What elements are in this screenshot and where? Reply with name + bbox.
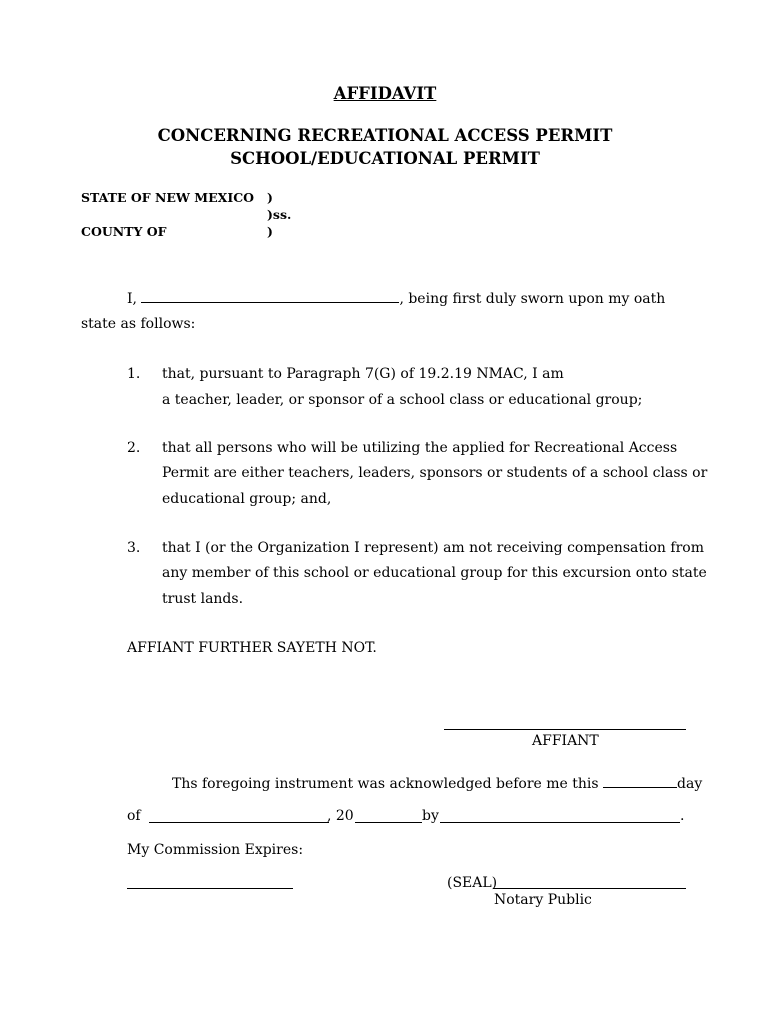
item-number: 3.: [127, 540, 141, 556]
affiant-name-field[interactable]: [141, 290, 399, 303]
item-line: educational group; and,: [162, 491, 332, 507]
state-label: STATE OF NEW MEXICO: [81, 190, 255, 205]
seal-label: (SEAL): [447, 875, 498, 891]
ack-month-field[interactable]: [149, 822, 329, 823]
commission-expiry-field[interactable]: [127, 888, 293, 889]
ack-day-field[interactable]: [603, 775, 677, 788]
item-line: a teacher, leader, or sponsor of a school class or educational group;: [162, 392, 643, 408]
intro-continuation: state as follows:: [81, 316, 196, 332]
document-title: AFFIDAVIT: [333, 84, 437, 103]
ack-text: Ths foregoing instrument was acknowledged before me this: [172, 776, 599, 792]
document-subtitle-line-2: SCHOOL/EDUCATIONAL PERMIT: [230, 149, 540, 168]
item-line: trust lands.: [162, 591, 244, 607]
affiant-label: AFFIANT: [532, 733, 599, 749]
item-line: any member of this school or educational group for this excursion onto state: [162, 565, 707, 581]
ack-by-field[interactable]: [440, 822, 680, 823]
venue-paren-2: ): [267, 224, 273, 239]
item-line: that, pursuant to Paragraph 7(G) of 19.2.19 NMAC, I am: [162, 366, 564, 382]
ack-year-label: , 20: [327, 808, 354, 824]
ack-of-label: of: [127, 808, 141, 824]
ack-period: .: [680, 808, 685, 824]
notary-signature-line[interactable]: [493, 888, 686, 889]
county-label: COUNTY OF: [81, 224, 167, 239]
commission-label: My Commission Expires:: [127, 842, 304, 858]
ack-by-label: by: [422, 808, 439, 824]
item-line: that I (or the Organization I represent) am not receiving compensation from: [162, 540, 704, 556]
item-number: 2.: [127, 440, 141, 456]
venue-ss: )ss.: [267, 207, 292, 222]
intro-prefix: I,: [127, 291, 137, 307]
item-line: that all persons who will be utilizing the applied for Recreational Access: [162, 440, 678, 456]
ack-line-1: [172, 775, 702, 792]
affiant-signature-line[interactable]: [444, 729, 686, 730]
intro-line: [127, 290, 665, 307]
closing-statement: AFFIANT FURTHER SAYETH NOT.: [127, 640, 377, 656]
ack-day-label: day: [677, 776, 703, 792]
document-subtitle-line-1: CONCERNING RECREATIONAL ACCESS PERMIT: [157, 126, 613, 145]
notary-label: Notary Public: [494, 892, 592, 908]
ack-year-field[interactable]: [355, 822, 422, 823]
item-line: Permit are either teachers, leaders, sponsors or students of a school class or: [162, 465, 708, 481]
item-number: 1.: [127, 366, 141, 382]
intro-suffix: , being first duly sworn upon my oath: [399, 291, 666, 307]
venue-paren-1: ): [267, 190, 273, 205]
